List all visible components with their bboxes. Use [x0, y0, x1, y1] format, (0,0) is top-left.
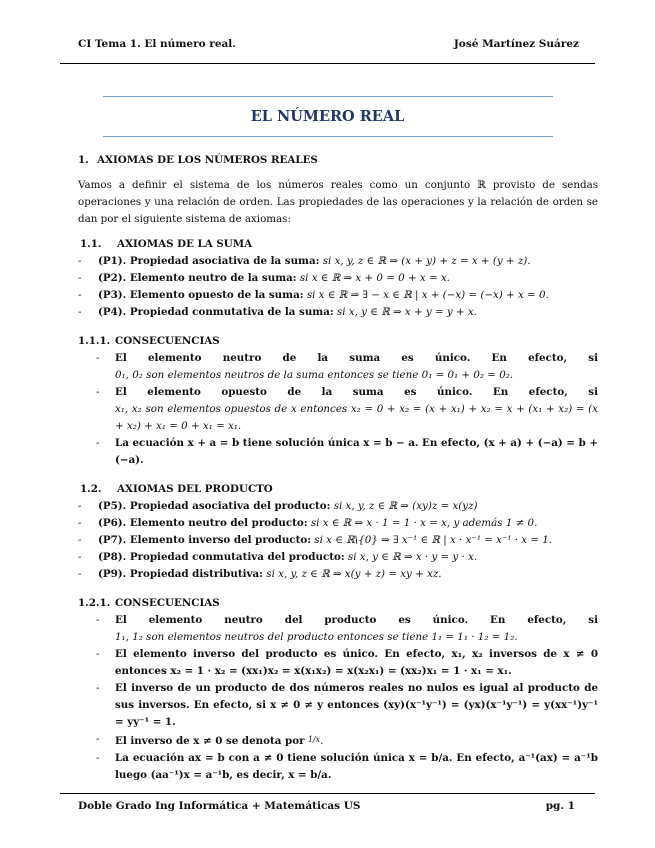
page-title: EL NÚMERO REAL: [250, 108, 405, 125]
product-consequence-1: - El elemento neutro del producto es único. En efecto, si 1₁, 1₂ son elementos neutros del producto entonces se tiene 1₁ = 1₁ · 1₂ = 1₂.: [96, 614, 598, 643]
footer-left: Doble Grado Ing Informática + Matemáticas US: [78, 800, 361, 812]
product-consequence-2: - El elemento inverso del producto es único. En efecto, x₁, x₂ inversos de x ≠ 0 entonces x₂ = 1 · x₂ = (xx₁)x₂ = x(x₁x₂) = x(x₂x₁) = (xx₂)x₁ = 1 · x₁ = x₁.: [96, 648, 598, 677]
sum-consequences-list: [78, 350, 598, 469]
section-1-2-1-heading: 1.2.1. CONSECUENCIAS: [78, 597, 220, 609]
product-consequence-3: - El inverso de un producto de dos números reales no nulos es igual al producto de sus inversos. En efecto, si x ≠ 0 ≠ y entonces (xy)(x⁻¹y⁻¹) = (yx)(x⁻¹y⁻¹) = y(xx⁻¹)y⁻¹ = yy⁻¹ = 1.: [96, 682, 598, 728]
product-consequence-5: - La ecuación ax = b con a ≠ 0 tiene solución única x = b/a. En efecto, a⁻¹(ax) = a⁻¹b luego (aa⁻¹)x = a⁻¹b, es decir, x = b/a.: [96, 752, 598, 781]
product-consequences-list: [78, 612, 598, 784]
axiom-p1: - (P1). Propiedad asociativa de la suma: si x, y, z ∈ ℝ ⇒ (x + y) + z = x + (y + z).: [78, 255, 531, 267]
axiom-p9: - (P9). Propiedad distributiva: si x, y, z ∈ ℝ ⇒ x(y + z) = xy + xz.: [78, 568, 442, 580]
axiom-p4: - (P4). Propiedad conmutativa de la suma: si x, y ∈ ℝ ⇒ x + y = y + x.: [78, 306, 477, 318]
title-rule-top: [103, 96, 553, 97]
sum-consequence-1: - El elemento neutro de la suma es único. En efecto, si 0₁, 0₂ son elementos neutros de la suma entonces se tiene 0₁ = 0₁ + 0₂ = 0₂.: [96, 352, 598, 381]
header-right: José Martínez Suárez: [453, 38, 579, 50]
section-1-2-heading: 1.2. AXIOMAS DEL PRODUCTO: [80, 483, 273, 495]
section-1-1-heading: 1.1. AXIOMAS DE LA SUMA: [80, 238, 253, 250]
axiom-p8: - (P8). Propiedad conmutativa del producto: si x, y ∈ ℝ ⇒ x · y = y · x.: [78, 551, 478, 563]
axiom-p2: - (P2). Elemento neutro de la suma: si x ∈ ℝ ⇒ x + 0 = 0 + x = x.: [78, 272, 450, 284]
sum-consequence-3: - La ecuación x + a = b tiene solución única x = b − a. En efecto, (x + a) + (−a) = b + (−a).: [96, 437, 598, 466]
section-1-intro: Vamos a definir el sistema de los números reales como un conjunto ℝ provisto de sendas operaciones y una relación de orden. Las propiedades de las operaciones y la relación de orden se dan por el siguiente sistema de axiomas:: [78, 179, 598, 225]
product-consequence-4: - El inverso de x ≠ 0 se denota por 1/x.: [96, 733, 324, 747]
axiom-p7: - (P7). Elemento inverso del producto: si x ∈ ℝ\{0} ⇒ ∃ x⁻¹ ∈ ℝ | x · x⁻¹ = x⁻¹ · x = 1.: [78, 534, 553, 546]
axiom-p3: - (P3). Elemento opuesto de la suma: si x ∈ ℝ ⇒ ∃ − x ∈ ℝ | x + (−x) = (−x) + x = 0.: [78, 289, 549, 301]
axiom-p5: - (P5). Propiedad asociativa del producto: si x, y, z ∈ ℝ ⇒ (xy)z = x(yz): [78, 500, 478, 512]
document-body: [78, 152, 598, 784]
page-number: pg. 1: [545, 800, 575, 812]
title-rule-bottom: [103, 136, 553, 137]
header-left: CI Tema 1. El número real.: [78, 38, 236, 50]
product-axioms-list: [78, 498, 598, 583]
section-1-heading: 1. AXIOMAS DE LOS NÚMEROS REALES: [78, 154, 318, 166]
axiom-p6: - (P6). Elemento neutro del producto: si x ∈ ℝ ⇒ x · 1 = 1 · x = x, y además 1 ≠ 0.: [78, 517, 538, 529]
sum-axioms-list: [78, 253, 598, 321]
section-1-1-1-heading: 1.1.1. CONSECUENCIAS: [78, 335, 220, 347]
sum-consequence-2: - El elemento opuesto de la suma es único. En efecto, si x₁, x₂ son elementos opuestos de x entonces x₂ = 0 + x₂ = (x + x₁) + x₂ = x + (x₁ + x₂) = (x + x₂) + x₁ = 0 + x₁ = x₁.: [96, 386, 598, 432]
footer-rule: [60, 793, 595, 794]
header-rule: [60, 63, 595, 64]
